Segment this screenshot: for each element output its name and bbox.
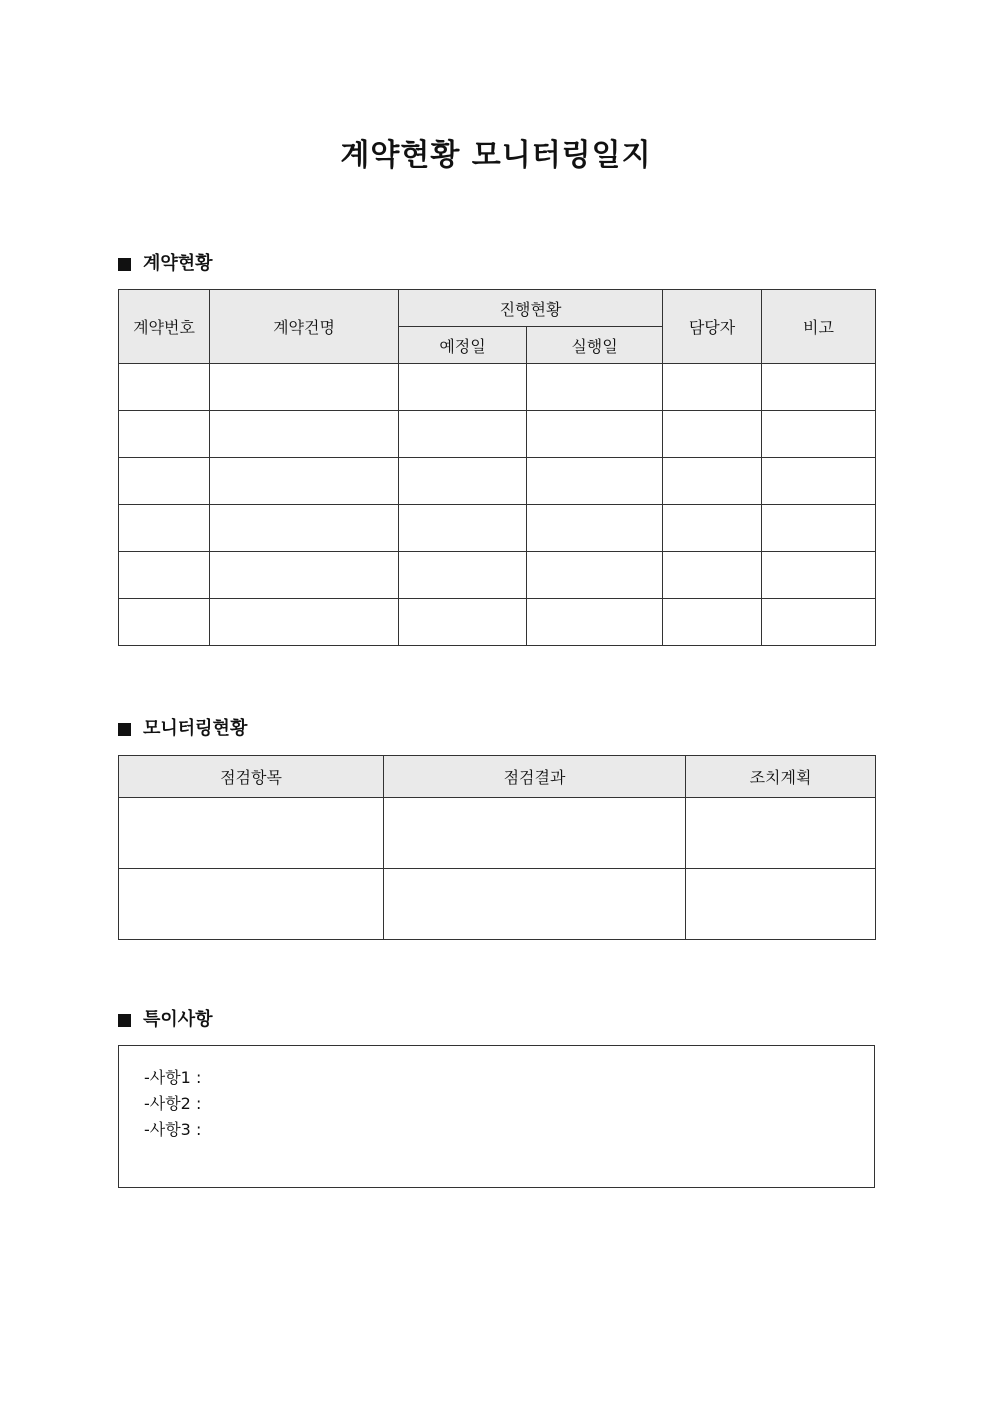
cell-manager[interactable]: [663, 411, 762, 458]
cell-scheduled-date[interactable]: [399, 364, 527, 411]
header-manager: 담당자: [663, 290, 762, 364]
cell-contract-no[interactable]: [119, 505, 210, 552]
cell-contract-no[interactable]: [119, 458, 210, 505]
cell-check-result[interactable]: [384, 798, 686, 869]
cell-check-result[interactable]: [384, 869, 686, 940]
cell-contract-name[interactable]: [210, 505, 399, 552]
note-item: -사항3 :: [144, 1120, 202, 1139]
table-row: [119, 798, 876, 869]
header-contract-name: 계약건명: [210, 290, 399, 364]
note-item: -사항2 :: [144, 1094, 202, 1113]
table-row: [119, 458, 876, 505]
cell-scheduled-date[interactable]: [399, 458, 527, 505]
header-remarks: 비고: [762, 290, 876, 364]
monitoring-table: [118, 755, 876, 940]
section-heading-contract: [118, 252, 213, 276]
cell-executed-date[interactable]: [527, 411, 663, 458]
header-check-result: 점검결과: [384, 756, 686, 798]
cell-remarks[interactable]: [762, 411, 876, 458]
section-heading-label: 특이사항: [143, 1009, 213, 1030]
cell-remarks[interactable]: [762, 552, 876, 599]
cell-executed-date[interactable]: [527, 552, 663, 599]
notes-box[interactable]: [118, 1045, 875, 1188]
cell-contract-name[interactable]: [210, 458, 399, 505]
cell-action-plan[interactable]: [686, 869, 876, 940]
header-progress: 진행현황: [399, 290, 663, 327]
square-bullet-icon: [118, 258, 131, 271]
section-heading-monitoring: [118, 717, 247, 741]
square-bullet-icon: [118, 1014, 131, 1027]
cell-action-plan[interactable]: [686, 798, 876, 869]
cell-manager[interactable]: [663, 364, 762, 411]
cell-executed-date[interactable]: [527, 505, 663, 552]
cell-check-item[interactable]: [119, 869, 384, 940]
header-check-item: 점검항목: [119, 756, 384, 798]
header-contract-no: 계약번호: [119, 290, 210, 364]
cell-contract-name[interactable]: [210, 552, 399, 599]
cell-executed-date[interactable]: [527, 364, 663, 411]
cell-scheduled-date[interactable]: [399, 411, 527, 458]
header-executed-date: 실행일: [527, 327, 663, 364]
cell-manager[interactable]: [663, 458, 762, 505]
table-row: [119, 599, 876, 646]
cell-remarks[interactable]: [762, 458, 876, 505]
cell-contract-no[interactable]: [119, 552, 210, 599]
note-item: -사항1 :: [144, 1068, 202, 1087]
table-row: [119, 552, 876, 599]
cell-check-item[interactable]: [119, 798, 384, 869]
section-heading-notes: [118, 1008, 213, 1032]
cell-contract-name[interactable]: [210, 364, 399, 411]
header-action-plan: 조치계획: [686, 756, 876, 798]
cell-contract-name[interactable]: [210, 411, 399, 458]
header-scheduled-date: 예정일: [399, 327, 527, 364]
notes-list: [119, 1046, 874, 1143]
cell-contract-no[interactable]: [119, 364, 210, 411]
cell-remarks[interactable]: [762, 505, 876, 552]
cell-executed-date[interactable]: [527, 599, 663, 646]
cell-manager[interactable]: [663, 552, 762, 599]
cell-scheduled-date[interactable]: [399, 505, 527, 552]
cell-contract-name[interactable]: [210, 599, 399, 646]
cell-remarks[interactable]: [762, 364, 876, 411]
cell-scheduled-date[interactable]: [399, 552, 527, 599]
cell-contract-no[interactable]: [119, 411, 210, 458]
table-row: [119, 411, 876, 458]
cell-contract-no[interactable]: [119, 599, 210, 646]
table-row: [119, 869, 876, 940]
table-row: [119, 505, 876, 552]
table-row: [119, 364, 876, 411]
cell-scheduled-date[interactable]: [399, 599, 527, 646]
section-heading-label: 모니터링현황: [143, 718, 248, 739]
square-bullet-icon: [118, 723, 131, 736]
section-heading-label: 계약현황: [143, 253, 213, 274]
cell-remarks[interactable]: [762, 599, 876, 646]
contract-table: [118, 289, 876, 646]
cell-manager[interactable]: [663, 599, 762, 646]
page-title: 계약현황 모니터링일지: [340, 138, 652, 173]
cell-executed-date[interactable]: [527, 458, 663, 505]
cell-manager[interactable]: [663, 505, 762, 552]
